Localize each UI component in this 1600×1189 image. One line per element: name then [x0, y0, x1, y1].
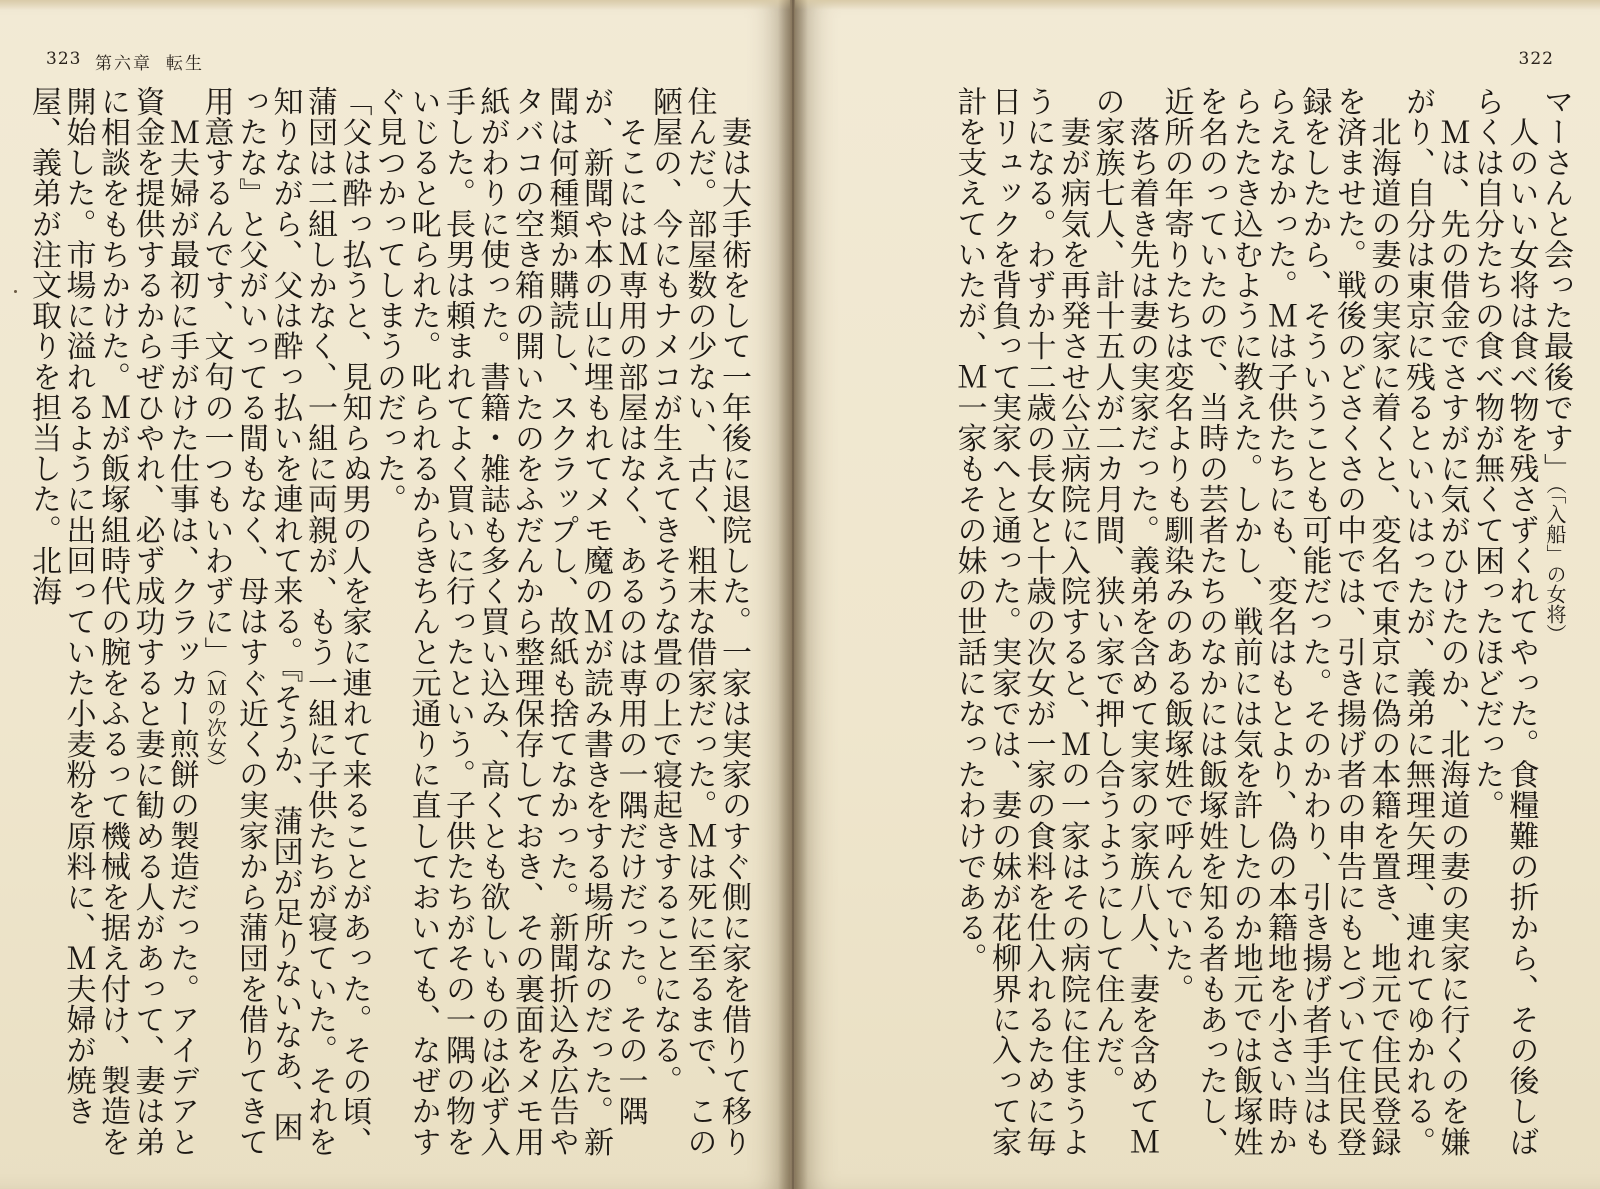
running-head [95, 49, 204, 74]
body-text-left [5, 86, 750, 1161]
paragraph: 落ち着き先は妻の実家だった。義弟を含めて実家の家族八人、妻を含めてＭの家族七人、計十五人が二カ月間、狭い家で押し合うようにして住んだ。 [1089, 86, 1159, 1157]
attribution-note: （「入船」の女将） [1543, 483, 1567, 644]
quote-end-paragraph: マーさんと会った最後です」（「入船」の女将） [1538, 86, 1573, 644]
paragraph: 北海道の妻の実家に着くと、変名で東京に偽の本籍を置き、地元で住民登録を済ませた。戦後のどさくさの中では、引き揚げ者の申告にもとづいて住民登録をしたから、そういうことも可能だった。そのかわり、引き揚げ者手当はもらえなかった。Ｍは子供たちにも、変名はもとより、偽の本籍地を小さい時からたたき込むように教えた。しかし、戦前には気を許したのか地元では飯塚姓を名のっていたので、当時の芸者たちのなかには飯塚姓を知る者もあったし、近所の年寄りたちは変名よりも馴染みのある飯塚姓で呼んでいた。 [1158, 86, 1401, 1157]
paragraph: Ｍは、先の借金でさすがに気がひけたのか、北海道の妻の実家に行くのを嫌がり、自分は東京に残るといいはったが、義弟に無理矢理、連れてゆかれる。 [1400, 86, 1470, 1157]
chapter-title: 転生 [166, 54, 204, 74]
chapter-label: 第六章 [95, 54, 152, 74]
paragraph: そこにはＭ専用の部屋はなく、あるのは専用の一隅だけだった。その一隅が、新聞や本の山に埋もれてメモ魔のＭが読み書きをする場所なのだった。新聞は何種類か購読し、スクラップし、故紙も捨てなかった。新聞折込み広告やタバコの空き箱の開いたのをふだんから整理保存しておき、その裏面をメモ用紙がわりに使った。書籍・雑誌も多く買い込み、高くとも欲しいものは必ず入手した。長男は頼まれてよく買いに行ったという。子供たちがその一隅の物をいじると叱られた。叱られるからきちんと元通りに直しておいても、なぜかすぐ見つかってしまうのだった。 [371, 86, 648, 1157]
attribution-note: （Ｍの次女） [203, 667, 228, 778]
paragraph: 人のいい女将は食べ物を残さずくれてやった。食糧難の折から、その後しばらくは自分たちの食べ物が無くて困ったほどだった。 [1469, 86, 1539, 1157]
book-gutter [778, 0, 808, 1189]
quote-paragraph: 「父は酔っ払うと、見知らぬ男の人を家に連れて来ることがあった。その頃、蒲団は二組しかなく、一組に両親が、もう一組に子供たちが寝ていた。それを知りながら、父は酔っ払いを連れて来る。『そうか、蒲団が足りないなあ、困ったな』と父がいってる間もなく、母はすぐ近くの実家から蒲団を借りてきて用意するんです、文句の一つもいわずに」（Ｍの次女） [198, 86, 372, 1157]
body-text-right [802, 86, 1572, 1161]
page-number-right: 322 [1518, 49, 1554, 69]
right-page [795, 0, 1600, 1189]
paragraph: Ｍ夫婦が最初に手がけた仕事は、クラッカー煎餅の製造だった。アイデアと資金を提供するからぜひやれ、必ず成功すると妻に勧める人があって、妻は弟に相談をもちかけた。Ｍが飯塚組時代の腕をふるって機械を据え付け、製造を開始した。市場に溢れるように出回っていた小麦粉を原料に、Ｍ夫婦が焼き屋、義弟が注文取りを担当した。北海 [26, 86, 199, 1157]
paragraph: 妻が病気を再発させ公立病院に入院すると、Ｍの一家はその病院に住まうようになる。わずか十二歳の長女と十歳の次女が一家の食料を仕入れるために毎日リュックを背負って実家へと通った。実家では、妻の妹が花柳界に入って家計を支えていたが、Ｍ一家もその妹の世話になったわけである。 [951, 86, 1090, 1157]
page-number-left: 323 [46, 49, 82, 69]
paper-speck [14, 290, 17, 293]
left-page [0, 0, 790, 1189]
paragraph: 妻は大手術をして一年後に退院した。一家は実家のすぐ側に家を借りて移り住んだ。部屋数の少ない、古く、粗末な借家だった。Ｍは死に至るまで、この陋屋の、今にもナメコが生えてきそうな畳の上で寝起きすることになる。 [647, 86, 751, 1157]
page-edge [0, 0, 790, 10]
page-edge [795, 0, 1600, 10]
